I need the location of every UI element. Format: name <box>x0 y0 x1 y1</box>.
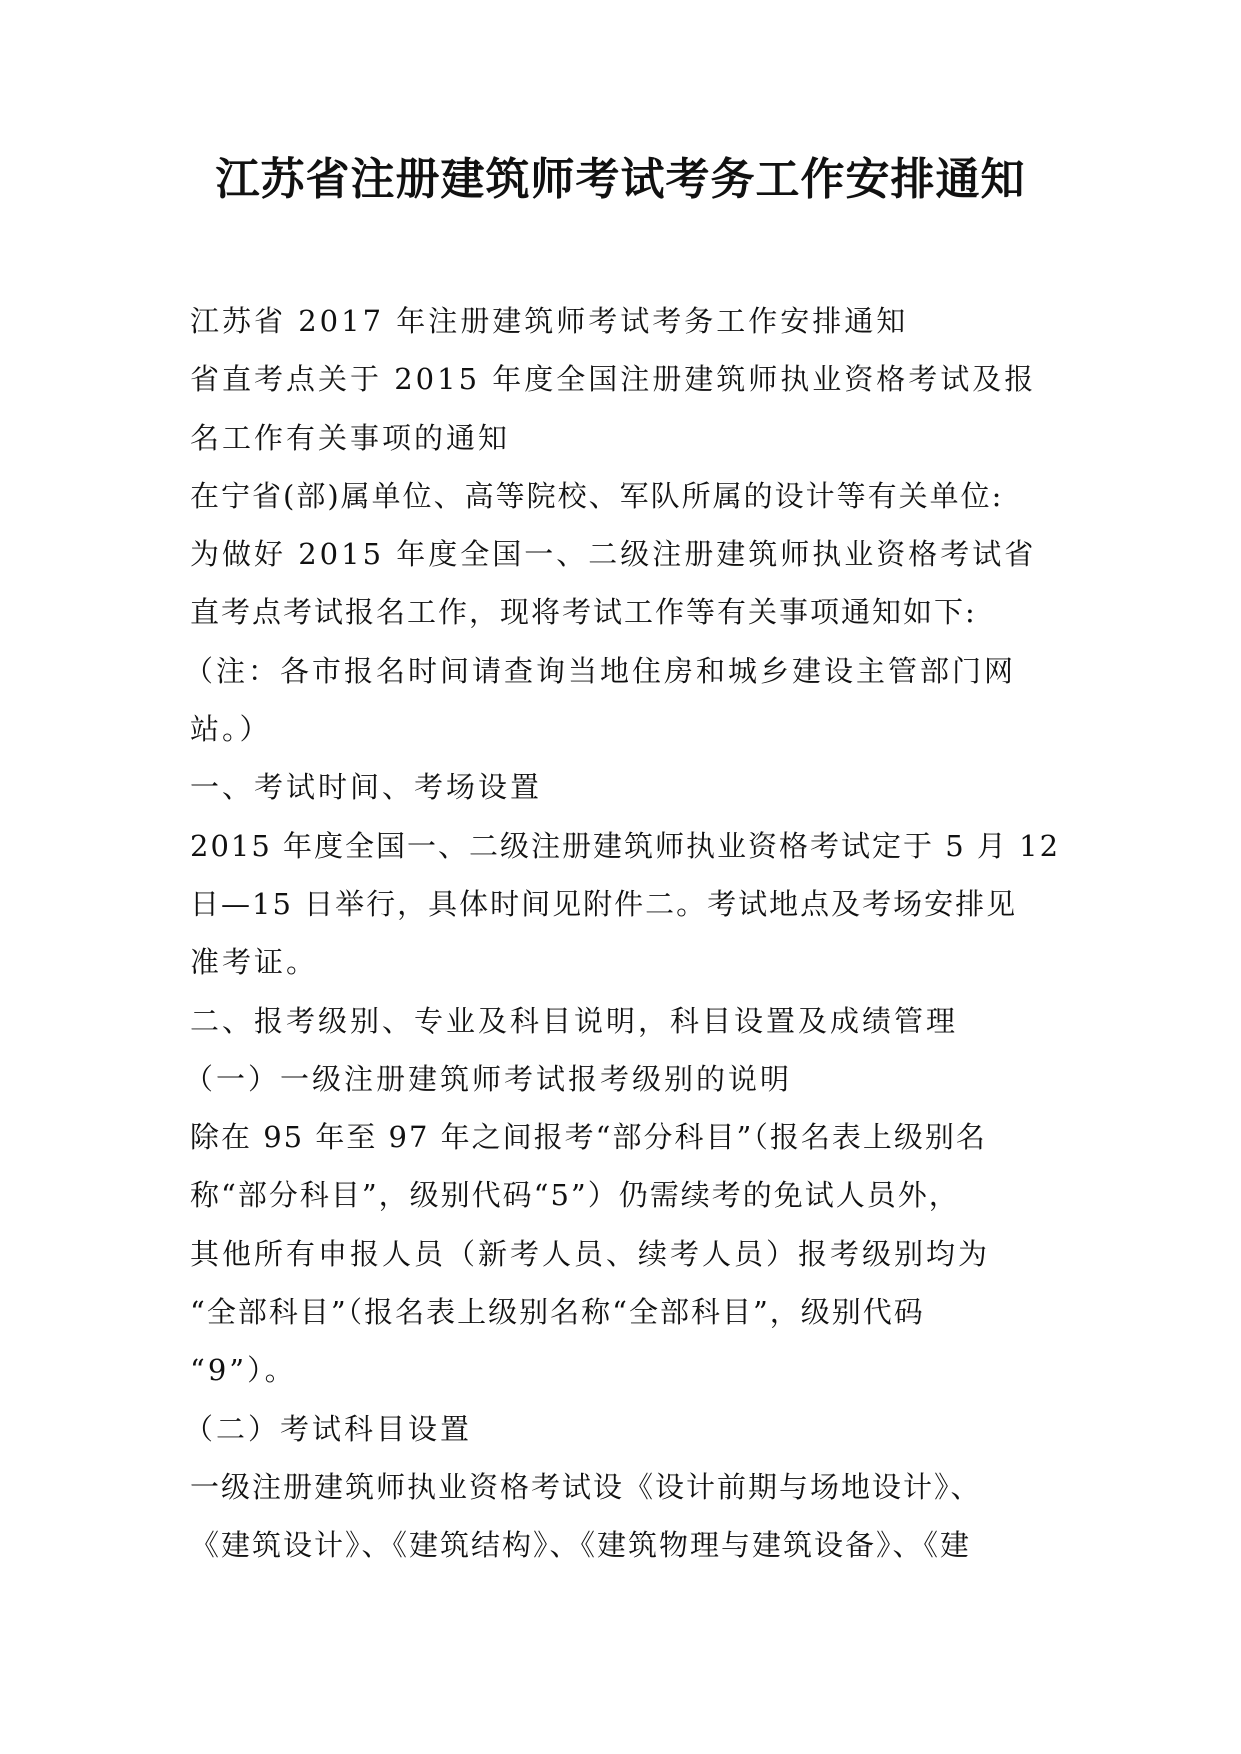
body-line-22: 《建筑设计》、《建筑结构》、《建筑物理与建筑设备》、《建 <box>190 1528 972 1563</box>
body-line-6: 直考点考试报名工作，现将考试工作等有关事项通知如下: <box>190 595 977 630</box>
body-line-3: 名工作有关事项的通知 <box>190 420 511 455</box>
body-line-10: 2015 年度全国一、二级注册建筑师执业资格考试定于 5 月 12 <box>190 828 1061 863</box>
body-line-7: （注：各市报名时间请查询当地住房和城乡建设主管部门网 <box>184 653 1017 688</box>
body-line-16: 称“部分科目”，级别代码“5”）仍需续考的免试人员外， <box>190 1178 960 1213</box>
document-title: 江苏省注册建筑师考试考务工作安排通知 <box>215 154 1026 205</box>
body-line-17: 其他所有申报人员（新考人员、续考人员）报考级别均为 <box>190 1236 991 1271</box>
body-line-11: 日—15 日举行，具体时间见附件二。考试地点及考场安排见 <box>190 886 1018 921</box>
body-line-21: 一级注册建筑师执业资格考试设《设计前期与场地设计》、 <box>190 1469 982 1504</box>
body-line-1: 江苏省 2017 年注册建筑师考试考务工作安排通知 <box>190 304 909 338</box>
body-line-2: 省直考点关于 2015 年度全国注册建筑师执业资格考试及报 <box>190 362 1037 397</box>
body-line-12: 准考证。 <box>190 945 319 980</box>
subsection-heading-2: （二）考试科目设置 <box>184 1411 473 1446</box>
body-line-15: 除在 95 年至 97 年之间报考“部分科目”（报名表上级别名 <box>190 1120 987 1155</box>
body-line-4: 在宁省(部)属单位、高等院校、军队所属的设计等有关单位: <box>190 478 1004 513</box>
section-heading-2: 二、报考级别、专业及科目说明，科目设置及成绩管理 <box>190 1003 959 1038</box>
body-line-5: 为做好 2015 年度全国一、二级注册建筑师执业资格考试省 <box>190 537 1037 572</box>
section-heading-1: 一、考试时间、考场设置 <box>190 770 543 805</box>
body-line-19: “9”）。 <box>190 1353 297 1388</box>
body-line-8: 站。） <box>190 712 272 747</box>
subsection-heading-1: （一）一级注册建筑师考试报考级别的说明 <box>184 1061 793 1096</box>
body-line-18: “全部科目”（报名表上级别名称“全部科目”，级别代码 <box>190 1295 925 1330</box>
document-body <box>184 292 1070 1575</box>
